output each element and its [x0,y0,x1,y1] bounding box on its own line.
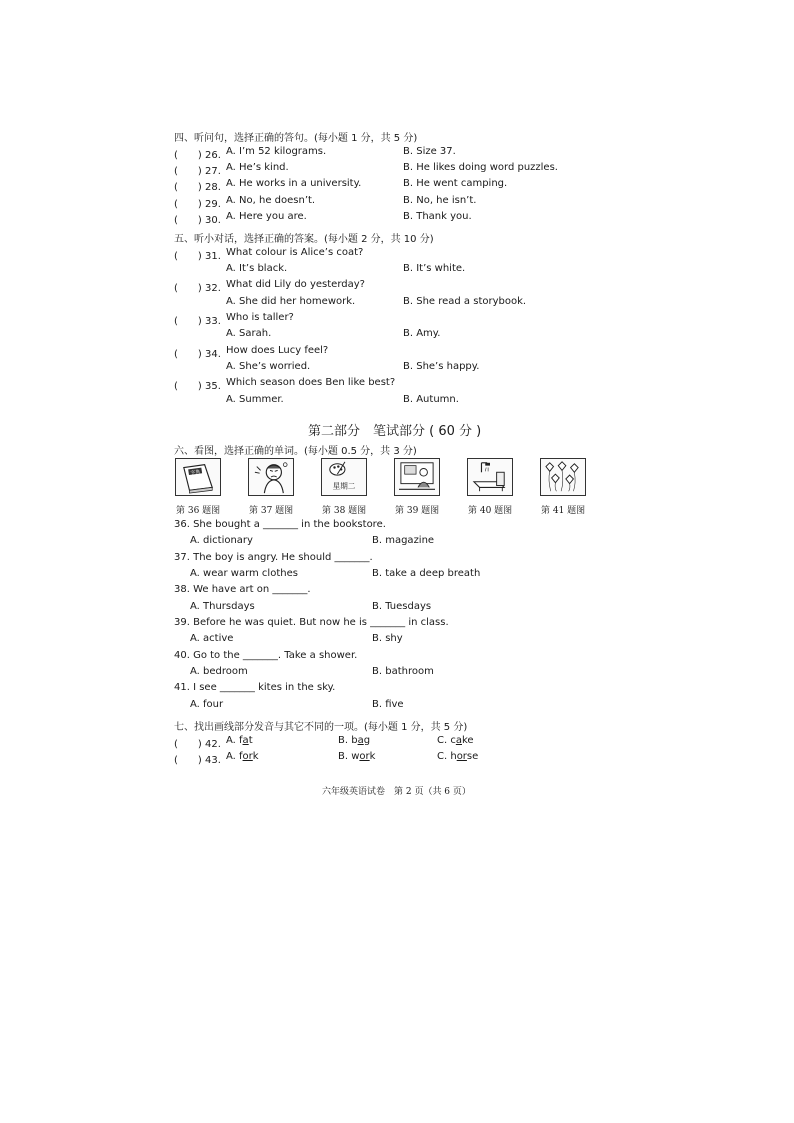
q32-option-a: A. She did her homework. [226,296,356,307]
q28-number: ( ) 28. [174,182,221,193]
dictionary-icon [176,459,220,495]
q41-option-a: A. four [190,699,224,710]
q43-number: ( ) 43. [174,755,221,766]
q42-number: ( ) 42. [174,739,221,750]
picture-40 [467,458,513,496]
picture-41-caption: 第 41 题图 [541,506,586,516]
q34-option-a: A. She’s worried. [226,361,311,372]
q34-question: How does Lucy feel? [226,345,329,356]
q42-option-c: C. cake [437,735,474,746]
part6-heading: 六、看图，选择正确的单词。(每小题 0.5 分，共 3 分) [174,446,417,457]
q35-question: Which season does Ben like best? [226,377,396,388]
q36-option-b: B. magazine [372,535,435,546]
picture-38 [321,458,367,496]
bathroom-icon [468,459,512,495]
q29-option-a: A. No, he doesn’t. [226,195,316,206]
q35-option-b: B. Autumn. [403,394,459,405]
q40-option-b: B. bathroom [372,666,434,677]
picture-38-caption: 第 38 题图 [322,506,367,516]
q34-number: ( ) 34. [174,349,221,360]
q29-option-b: B. No, he isn’t. [403,195,477,206]
q36-question: 36. She bought a _______ in the bookstore. [174,519,386,530]
q40-question: 40. Go to the _______. Take a shower. [174,650,358,661]
q35-option-a: A. Summer. [226,394,284,405]
q42-option-a: A. fat [226,735,253,746]
picture-37-caption: 第 37 题图 [249,506,294,516]
dictionary-label: 字典 [190,470,201,477]
part7-heading: 七、找出画线部分发音与其它不同的一项。(每小题 1 分，共 5 分) [174,722,468,733]
q33-question: Who is taller? [226,312,294,323]
q30-number: ( ) 30. [174,215,221,226]
q28-option-a: A. He works in a university. [226,178,362,189]
picture-36-caption: 第 36 题图 [176,506,221,516]
q37-option-a: A. wear warm clothes [190,568,298,579]
angry-boy-icon [249,459,293,495]
q32-option-b: B. She read a storybook. [403,296,527,307]
q39-option-a: A. active [190,633,234,644]
picture-40-caption: 第 40 题图 [468,506,513,516]
q43-option-c: C. horse [437,751,479,762]
page-footer: 六年级英语试卷 第 2 页（共 6 页） [322,787,471,797]
q40-option-a: A. bedroom [190,666,248,677]
q26-option-a: A. I’m 52 kilograms. [226,146,327,157]
q26-number: ( ) 26. [174,150,221,161]
picture-37 [248,458,294,496]
q37-option-b: B. take a deep breath [372,568,481,579]
q41-question: 41. I see _______ kites in the sky. [174,682,336,693]
q28-option-b: B. He went camping. [403,178,508,189]
picture-41 [540,458,586,496]
q36-option-a: A. dictionary [190,535,253,546]
picture-39 [394,458,440,496]
q33-number: ( ) 33. [174,316,221,327]
q27-number: ( ) 27. [174,166,221,177]
tuesday-label: 星期二 [332,481,356,491]
q34-option-b: B. She’s happy. [403,361,480,372]
q29-number: ( ) 29. [174,199,221,210]
q26-option-b: B. Size 37. [403,146,456,157]
picture-36 [175,458,221,496]
q32-number: ( ) 32. [174,283,221,294]
q35-number: ( ) 35. [174,381,221,392]
q33-option-b: B. Amy. [403,328,441,339]
q31-question: What colour is Alice’s coat? [226,247,364,258]
q33-option-a: A. Sarah. [226,328,272,339]
palette-icon [322,459,366,495]
q41-option-b: B. five [372,699,404,710]
q39-question: 39. Before he was quiet. But now he is _______ in class. [174,617,449,628]
q43-option-a: A. fork [226,751,259,762]
q38-option-a: A. Thursdays [190,601,255,612]
part4-heading: 四、听问句，选择正确的答句。(每小题 1 分，共 5 分) [174,133,418,144]
classroom-icon [395,459,439,495]
q27-option-a: A. He’s kind. [226,162,289,173]
q39-option-b: B. shy [372,633,403,644]
q27-option-b: B. He likes doing word puzzles. [403,162,558,173]
q31-option-b: B. It’s white. [403,263,466,274]
picture-39-caption: 第 39 题图 [395,506,440,516]
part2-title: 第二部分 笔试部分 ( 60 分 ) [308,424,482,439]
q42-option-b: B. bag [338,735,371,746]
q31-number: ( ) 31. [174,251,221,262]
q43-option-b: B. work [338,751,376,762]
kites-icon [541,459,585,495]
part5-heading: 五、听小对话，选择正确的答案。(每小题 2 分，共 10 分) [174,234,434,245]
q38-option-b: B. Tuesdays [372,601,432,612]
q38-question: 38. We have art on _______. [174,584,311,595]
q30-option-a: A. Here you are. [226,211,307,222]
q30-option-b: B. Thank you. [403,211,472,222]
q31-option-a: A. It’s black. [226,263,288,274]
q32-question: What did Lily do yesterday? [226,279,365,290]
q37-question: 37. The boy is angry. He should _______. [174,552,373,563]
